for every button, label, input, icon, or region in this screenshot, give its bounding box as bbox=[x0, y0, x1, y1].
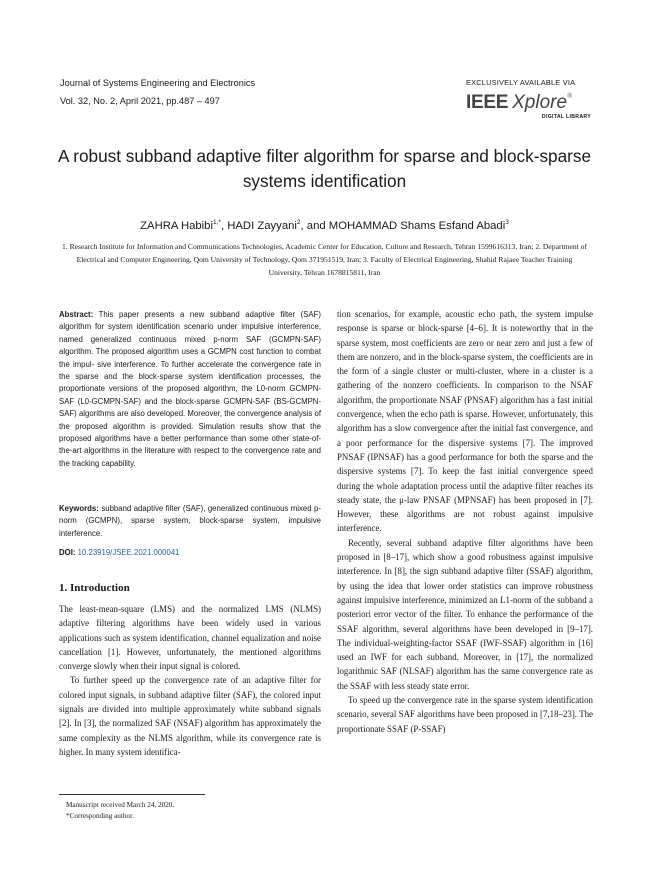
author-separator: , bbox=[220, 219, 228, 232]
doi-link[interactable]: 10.23919/JSEE.2021.000041 bbox=[77, 548, 180, 557]
section-heading: 1. Introduction bbox=[59, 582, 130, 594]
xplore-exclusive-text: EXCLUSIVELY AVAILABLE VIA bbox=[466, 78, 576, 87]
author-name: HADI Zayyani bbox=[227, 219, 297, 232]
xplore-ieee: IEEE bbox=[466, 92, 509, 113]
footnote-corresponding: *Corresponding author. bbox=[66, 812, 134, 820]
paragraph: Recently, several subband adaptive filter algorithms have been proposed in [8–17], which show a good robustness against impulsive interference. In [8], the sign subband adaptive filter (SSAF) algorithm, by using the idea that lower order statistics can improve robustness against impulsive interference, minimized an L1-norm of the subband a posteriori error vector of the filter. To enhance the performance of the SSAF algorithm, several algorithms have been developed in [9–17]. The individual-weighting-factor SSAF (IWF-SSAF) algorithm in [16] used an IWF for each subband. Moreover, in [17], the normalized logarithmic SAF (NLSAF) algorithm has the same convergence rate as the SSAF with less steady state error. bbox=[337, 537, 593, 691]
left-column-body bbox=[59, 602, 321, 759]
abstract-text: This paper presents a new subband adaptive filter (SAF) algorithm for system identification scenario under impulsive interference, named generalized continuous mixed p-norm SAF (GCMPN-SAF) algorithm. The proposed algorithm uses a GCMPN cost function to combat the impul- sive interference. To further accelerate the convergence rate in the sparse and the block-sparse system identification processes, the proportionate versions of the proposed algorithm, the L0-norm GCMPN-SAF (L0-GCMPN-SAF) and the block-sparse GCMPN-SAF (BS-GCMPN-SAF) algorithms are also developed. Moreover, the convergence analysis of the proposed algorithm is provided. Simulation results show that the proposed algorithms have a better performance than some other state-of-the-art algorithms in the literature with respect to the convergence rate and the tracking capability. bbox=[59, 310, 321, 468]
author-name: ZAHRA Habibi bbox=[140, 219, 213, 232]
doi bbox=[59, 548, 180, 557]
author-affiliation-mark: 3 bbox=[505, 219, 509, 226]
xplore-word: Xplore bbox=[512, 92, 568, 113]
author-affiliation-mark: 1,* bbox=[212, 219, 221, 226]
author-name: MOHAMMAD Shams Esfand Abadi bbox=[328, 219, 506, 232]
doi-label: DOI: bbox=[59, 548, 76, 557]
journal-issue: Vol. 32, No. 2, April 2021, pp.487 – 497 bbox=[60, 96, 220, 106]
ieee-xplore-logo[interactable] bbox=[466, 78, 591, 123]
abstract bbox=[59, 309, 321, 470]
keywords-label: Keywords: bbox=[59, 504, 99, 513]
footnote-received: Manuscript received March 24, 2020. bbox=[66, 801, 175, 809]
paragraph: To speed up the convergence rate in the sparse system identification scenario, several SAF algorithms have been proposed in [7,18–23]. The proportionate SSAF (P-SSAF) bbox=[337, 695, 593, 734]
paragraph: The least-mean-square (LMS) and the normalized LMS (NLMS) adaptive filtering algorithms have been widely used in various applications such as system identification, channel equalization and noise cancellation [1]. However, unfortunately, the mentioned algorithms converge slowly when their input signal is colored. bbox=[59, 604, 321, 672]
footnotes bbox=[66, 800, 174, 822]
paragraph: To further speed up the convergence rate of an adaptive filter for colored input signals, in subband adaptive filter (SAF), the colored input signals are divided into multiple approximately white subband signals [2]. In [3], the normalized SAF (NSAF) algorithm has approximately the same complexity as the NLMS algorithm, while its convergence rate is higher. In many system identifica- bbox=[59, 675, 321, 757]
abstract-label: Abstract: bbox=[59, 310, 94, 319]
right-column-body bbox=[337, 307, 593, 736]
author-separator: , and bbox=[300, 219, 329, 232]
keywords-text: subband adaptive filter (SAF), generalized continuous mixed p-norm (GCMPN), sparse system, block-sparse system, impulsive interference. bbox=[59, 504, 321, 538]
affiliations: 1. Research Institute for Information and Communications Technologies, Academic Center for Education, Culture and Research, Tehran 1599616313, Iran; 2. Department of Electrical and Computer Engineering, Qom University of Technology, Qom 371951519, Iran; 3. Faculty of Electrical Engineering, Shahid Rajaee Teacher Training University, Tehran 1678815811, Iran bbox=[62, 242, 588, 277]
authors-line bbox=[40, 219, 609, 232]
paper-title: A robust subband adaptive filter algorithm for sparse and block-sparse systems identification bbox=[57, 146, 592, 191]
xplore-wordmark bbox=[466, 92, 572, 114]
xplore-digital-library: DIGITAL LIBRARY bbox=[541, 114, 591, 120]
paragraph: tion scenarios, for example, acoustic echo path, the system impulse response is sparse or block-sparse [4–6]. It is noteworthy that in the sparse system, most coefficients are zero or near zero and just a few of them are nonzero, and in the block-sparse system, the coefficients are in the form of a single cluster or multi-cluster, where in a cluster is a gathering of the nonzero coefficients. In comparison to the NSAF algorithm, the proportionate NSAF (PNSAF) algorithm has a fast initial convergence, when the echo path is sparse. However, unfortunately, this algorithm has a slow convergence after the initial fast convergence, and a poor performance for the dispersive systems [7]. The improved PNSAF (IPNSAF) has a good performance for both the sparse and the dispersive systems [7]. To keep the fast initial convergence speed during the whole adaptation process until the adaptive filter reaches its steady state, the μ-law PNSAF (MPNSAF) has been proposed in [7]. However, these algorithms are not robust against impulsive interference. bbox=[337, 309, 593, 534]
journal-name: Journal of Systems Engineering and Electronics bbox=[60, 78, 256, 88]
registered-mark: ® bbox=[567, 92, 573, 100]
footnote-divider bbox=[59, 794, 205, 795]
author-affiliation-mark: 2 bbox=[296, 219, 301, 226]
keywords bbox=[59, 503, 321, 540]
